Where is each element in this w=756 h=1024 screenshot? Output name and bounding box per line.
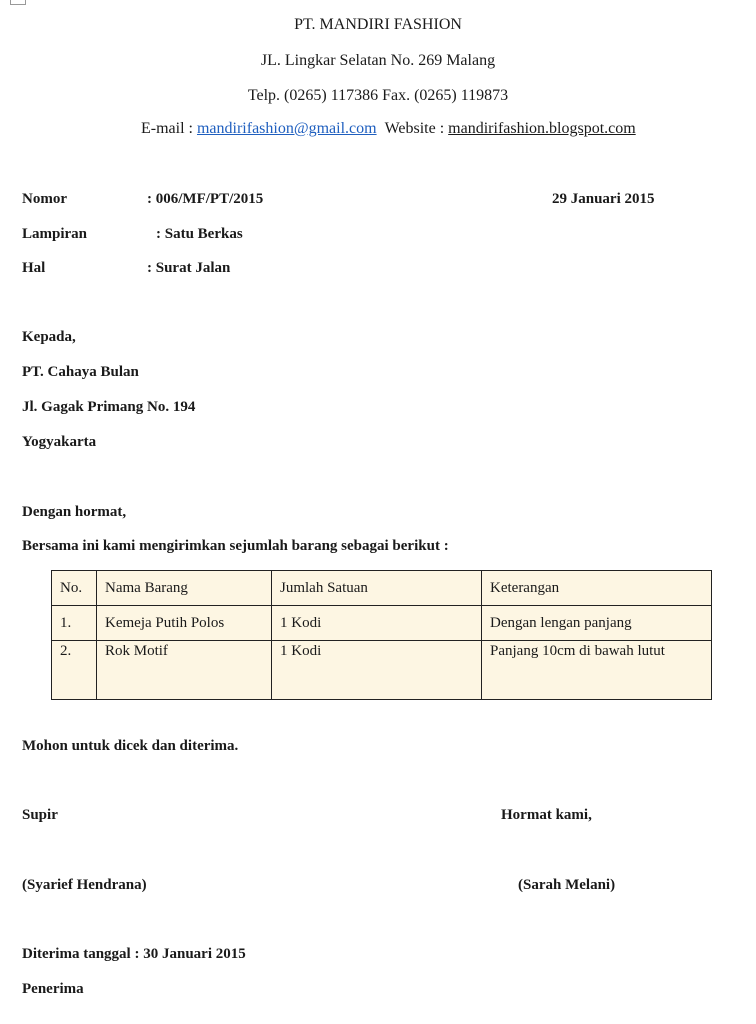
nomor-label: Nomor bbox=[22, 191, 67, 207]
cell-nama-barang: Rok Motif bbox=[97, 641, 272, 700]
lampiran-value: : Satu Berkas bbox=[156, 226, 243, 242]
website-link[interactable]: mandirifashion.blogspot.com bbox=[448, 120, 636, 137]
cell-jumlah-satuan: 1 Kodi bbox=[272, 606, 482, 641]
recipient-name: PT. Cahaya Bulan bbox=[22, 364, 139, 380]
items-table bbox=[51, 570, 712, 700]
recipient-salutation: Kepada, bbox=[22, 329, 76, 345]
company-address: JL. Lingkar Selatan No. 269 Malang bbox=[260, 52, 496, 69]
hal-value: : Surat Jalan bbox=[147, 260, 231, 276]
contact-line bbox=[141, 120, 636, 138]
cell-no: 1. bbox=[52, 606, 97, 641]
driver-label: Supir bbox=[22, 807, 58, 823]
header-no: No. bbox=[52, 571, 97, 606]
cell-no: 2. bbox=[52, 641, 97, 700]
lampiran-label: Lampiran bbox=[22, 226, 88, 242]
driver-name: (Syarief Hendrana) bbox=[22, 877, 147, 893]
page-corner-mark bbox=[10, 0, 26, 5]
header-nama-barang: Nama Barang bbox=[97, 571, 272, 606]
hal-label: Hal bbox=[22, 260, 46, 276]
header-keterangan: Keterangan bbox=[482, 571, 712, 606]
cell-keterangan: Dengan lengan panjang bbox=[482, 606, 712, 641]
recipient-street: Jl. Gagak Primang No. 194 bbox=[22, 399, 196, 415]
email-link[interactable]: mandirifashion@gmail.com bbox=[196, 120, 377, 137]
sender-name: (Sarah Melani) bbox=[518, 877, 616, 893]
recipient-city: Yogyakarta bbox=[22, 434, 97, 450]
company-name: PT. MANDIRI FASHION bbox=[294, 16, 462, 33]
greeting: Dengan hormat, bbox=[22, 504, 127, 520]
intro-text: Bersama ini kami mengirimkan sejumlah barang sebagai berikut : bbox=[22, 538, 449, 554]
cell-jumlah-satuan: 1 Kodi bbox=[272, 641, 482, 700]
receiver-label: Penerima bbox=[22, 981, 84, 997]
website-label: Website : bbox=[384, 120, 445, 137]
cell-keterangan: Panjang 10cm di bawah lutut bbox=[482, 641, 712, 700]
company-phone: Telp. (0265) 117386 Fax. (0265) 119873 bbox=[247, 87, 509, 104]
sender-label: Hormat kami, bbox=[501, 807, 592, 823]
table-row bbox=[52, 641, 712, 700]
email-label: E-mail : bbox=[141, 120, 193, 137]
table-header-row bbox=[52, 571, 712, 606]
received-date: Diterima tanggal : 30 Januari 2015 bbox=[22, 946, 246, 962]
cell-nama-barang: Kemeja Putih Polos bbox=[97, 606, 272, 641]
letter-date: 29 Januari 2015 bbox=[552, 191, 655, 207]
nomor-value: : 006/MF/PT/2015 bbox=[147, 191, 264, 207]
closing-text: Mohon untuk dicek dan diterima. bbox=[22, 738, 239, 754]
header-jumlah-satuan: Jumlah Satuan bbox=[272, 571, 482, 606]
table-row bbox=[52, 606, 712, 641]
